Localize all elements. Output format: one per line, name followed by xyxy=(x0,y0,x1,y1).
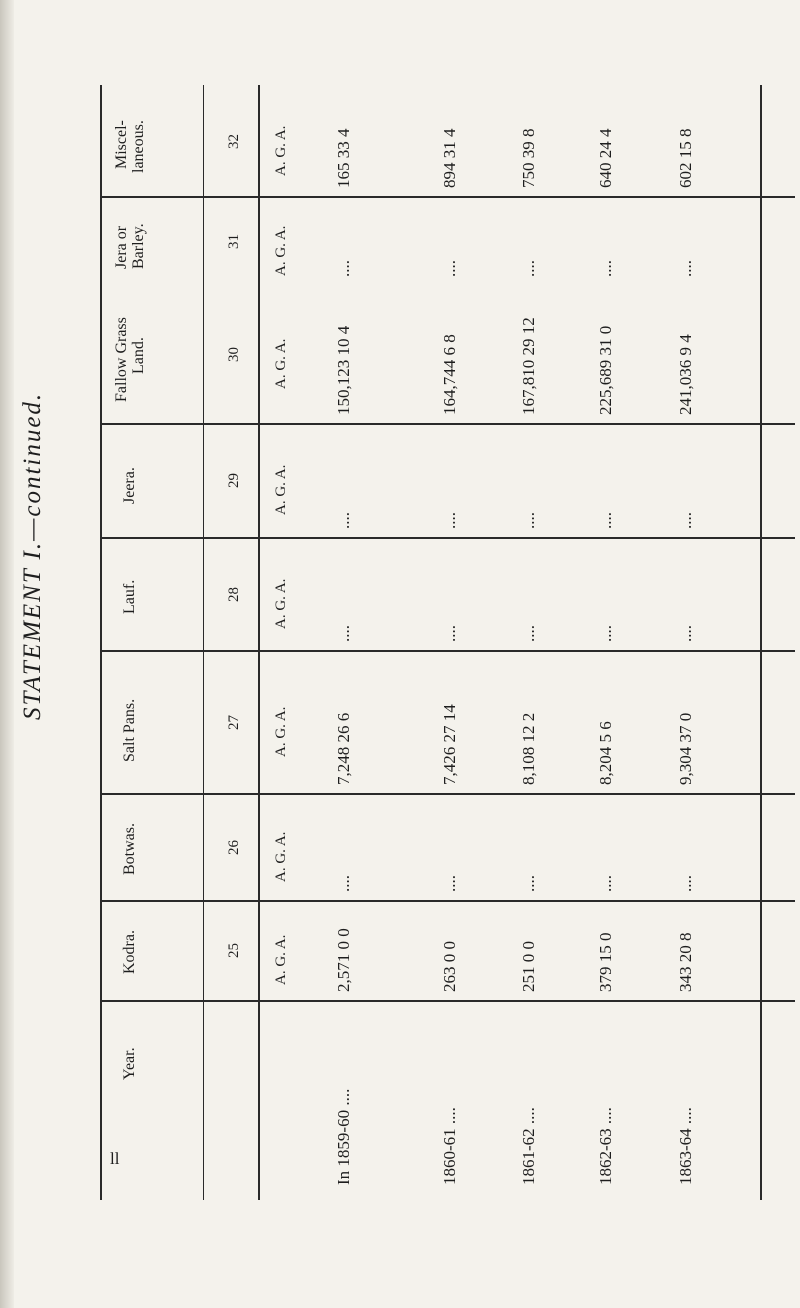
cell-botwas-4: .... xyxy=(676,875,695,892)
cell-salt-1: 7,426 27 14 xyxy=(440,704,459,785)
column-header-lauf: Lauf. xyxy=(121,579,138,614)
right-border xyxy=(760,85,762,1200)
units-label: A. G. A. xyxy=(273,934,289,985)
left-border xyxy=(100,85,102,1200)
cell-salt-0: 7,248 26 6 xyxy=(334,712,353,785)
column-number-misc: 32 xyxy=(226,133,242,149)
cell-salt-3: 8,204 5 6 xyxy=(596,721,615,785)
column-separator-1 xyxy=(100,423,795,425)
cell-fallow-4: 241,036 9 4 xyxy=(676,334,695,415)
cell-jeera-1: .... xyxy=(440,512,459,529)
cell-kodra-2: 251 0 0 xyxy=(519,941,538,992)
cell-botwas-1: .... xyxy=(440,875,459,892)
cell-salt-2: 8,108 12 2 xyxy=(519,712,538,785)
column-header-jera: Barley. xyxy=(129,222,147,269)
column-number-jeera: 29 xyxy=(226,473,242,488)
year-header: Year. xyxy=(121,1047,138,1080)
units-label: A. G. A. xyxy=(273,578,289,629)
units-label: A. G. A. xyxy=(273,125,289,176)
cell-jeera-0: .... xyxy=(334,512,353,529)
column-number-lauf: 28 xyxy=(226,586,242,602)
cell-lauf-0: .... xyxy=(334,625,353,642)
cell-lauf-2: .... xyxy=(519,625,538,642)
cell-jera-4: .... xyxy=(676,260,695,277)
column-number-kodra: 25 xyxy=(226,943,242,958)
cell-lauf-1: .... xyxy=(440,625,459,642)
column-header-jeera: Jeera. xyxy=(121,467,138,504)
column-separator-5 xyxy=(100,900,795,902)
cell-fallow-3: 225,689 31 0 xyxy=(596,325,615,415)
column-separator-0 xyxy=(100,196,795,198)
cell-lauf-4: .... xyxy=(676,625,695,642)
cell-salt-4: 9,304 37 0 xyxy=(676,712,695,785)
column-header-jera: Jera or xyxy=(112,225,130,269)
year-row-0: In 1859-60 .... xyxy=(334,1088,353,1185)
column-number-fallow: 30 xyxy=(226,347,242,362)
cell-jeera-4: .... xyxy=(676,512,695,529)
column-header-kodra: Kodra. xyxy=(121,930,138,974)
cell-lauf-3: .... xyxy=(596,625,615,642)
column-header-misc: laneous. xyxy=(129,119,147,173)
column-number-jera: 31 xyxy=(226,233,242,249)
cell-fallow-1: 164,744 6 8 xyxy=(440,334,459,415)
cell-botwas-3: .... xyxy=(596,875,615,892)
column-number-salt: 27 xyxy=(226,714,242,730)
cell-jera-3: .... xyxy=(596,260,615,277)
cell-kodra-1: 263 0 0 xyxy=(440,941,459,992)
year-row-2: 1861-62 .... xyxy=(519,1107,538,1185)
column-header-botwas: Botwas. xyxy=(121,822,138,875)
year-row-4: 1863-64 .... xyxy=(676,1107,695,1185)
cell-jera-1: .... xyxy=(440,260,459,277)
cell-jera-0: .... xyxy=(334,260,353,277)
year-row-3: 1862-63 .... xyxy=(596,1107,615,1185)
column-separator-6 xyxy=(100,1000,795,1002)
cell-misc-0: 165 33 4 xyxy=(334,128,353,188)
cell-fallow-0: 150,123 10 4 xyxy=(334,325,353,415)
column-header-misc: Miscel- xyxy=(112,119,130,169)
units-label: A. G. A. xyxy=(273,464,289,515)
column-separator-4 xyxy=(100,793,795,795)
column-header-salt: Salt Pans. xyxy=(121,698,138,762)
cell-misc-3: 640 24 4 xyxy=(596,128,615,188)
column-separator-3 xyxy=(100,650,795,652)
column-separator-2 xyxy=(100,537,795,539)
statement-title: STATEMENT I.—continued. xyxy=(19,391,46,720)
cell-misc-2: 750 39 8 xyxy=(519,128,538,188)
units-label: A. G. A. xyxy=(273,831,289,882)
page-mark: ll xyxy=(110,1149,120,1168)
cell-kodra-0: 2,571 0 0 xyxy=(334,928,353,992)
header-divider xyxy=(203,85,204,1200)
cell-misc-1: 894 31 4 xyxy=(440,128,459,188)
cell-kodra-4: 343 20 8 xyxy=(676,932,695,992)
units-label: A. G. A. xyxy=(273,225,289,276)
units-label: A. G. A. xyxy=(273,338,289,389)
cell-jeera-3: .... xyxy=(596,512,615,529)
column-number-botwas: 26 xyxy=(226,839,242,855)
year-row-1: 1860-61 .... xyxy=(440,1107,459,1185)
scan-edge-shadow xyxy=(0,0,14,1308)
cell-kodra-3: 379 15 0 xyxy=(596,932,615,992)
cell-misc-4: 602 15 8 xyxy=(676,128,695,188)
cell-jeera-2: .... xyxy=(519,512,538,529)
cell-jera-2: .... xyxy=(519,260,538,277)
cell-botwas-0: .... xyxy=(334,875,353,892)
units-label: A. G. A. xyxy=(273,706,289,757)
cell-botwas-2: .... xyxy=(519,875,538,892)
column-header-fallow: Land. xyxy=(129,337,147,374)
cell-fallow-2: 167,810 29 12 xyxy=(519,317,538,415)
column-header-fallow: Fallow Grass xyxy=(112,317,130,402)
units-divider xyxy=(258,85,260,1200)
